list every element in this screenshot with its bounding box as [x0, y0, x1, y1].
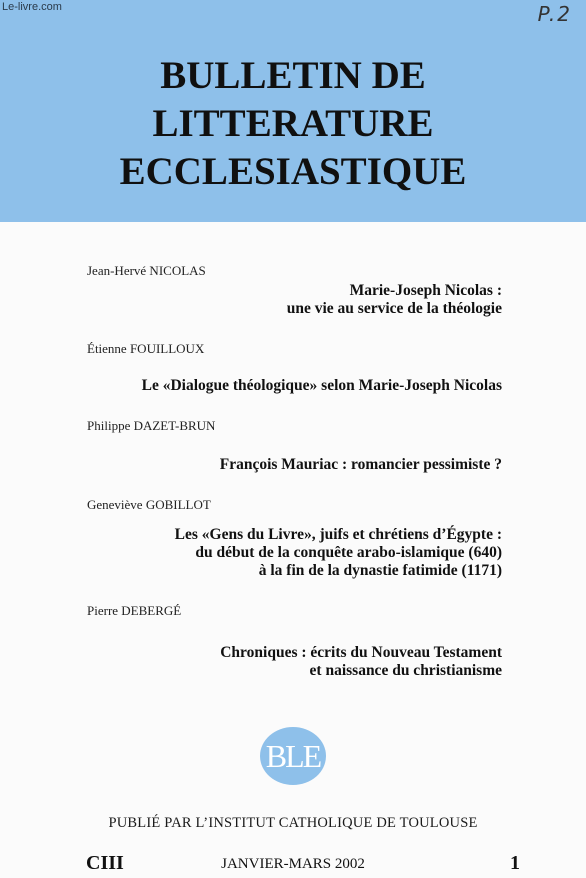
title-line-3: ECCLESIASTIQUE	[119, 150, 467, 193]
article-title-line: Les «Gens du Livre», juifs et chrétiens d’Égypte :	[174, 526, 502, 543]
title-line-1: BULLETIN DE	[160, 54, 426, 97]
logo-text: BLE	[265, 737, 321, 774]
author-2: Étienne FOUILLOUX	[87, 341, 205, 356]
author-4: Geneviève GOBILLOT	[87, 497, 211, 512]
journal-title	[0, 52, 586, 196]
article-title-line: François Mauriac : romancier pessimiste ?	[219, 456, 502, 473]
handwritten-note: P.2	[537, 2, 572, 26]
article-title-4	[175, 526, 502, 580]
article-title-line: du début de la conquête arabo-islamique (640)	[195, 544, 502, 561]
article-title-2	[142, 377, 502, 395]
issue-date: JANVIER-MARS 2002	[221, 856, 365, 872]
article-title-line: et naissance du christianisme	[309, 662, 502, 679]
title-line-2: LITTERATURE	[152, 102, 434, 145]
publisher-line: PUBLIÉ PAR L’INSTITUT CATHOLIQUE DE TOULOUSE	[108, 815, 478, 831]
author-3: Philippe DAZET-BRUN	[87, 418, 216, 433]
article-title-line: une vie au service de la théologie	[286, 300, 502, 317]
article-title-line: à la fin de la dynastie fatimide (1171)	[258, 562, 502, 579]
watermark: Le-livre.com	[2, 1, 62, 13]
article-title-line: Chroniques : écrits du Nouveau Testament	[220, 644, 502, 661]
article-title-5	[220, 644, 502, 680]
volume-number: CIII	[86, 852, 124, 874]
article-title-line: Le «Dialogue théologique» selon Marie-Joseph Nicolas	[141, 377, 502, 394]
author-5: Pierre DEBERGÉ	[87, 603, 182, 618]
ble-logo	[260, 727, 326, 785]
article-title-line: Marie-Joseph Nicolas :	[349, 282, 502, 299]
article-title-3	[220, 456, 502, 474]
issue-number: 1	[510, 852, 520, 874]
article-title-1	[287, 282, 502, 318]
author-1: Jean-Hervé NICOLAS	[87, 263, 206, 278]
